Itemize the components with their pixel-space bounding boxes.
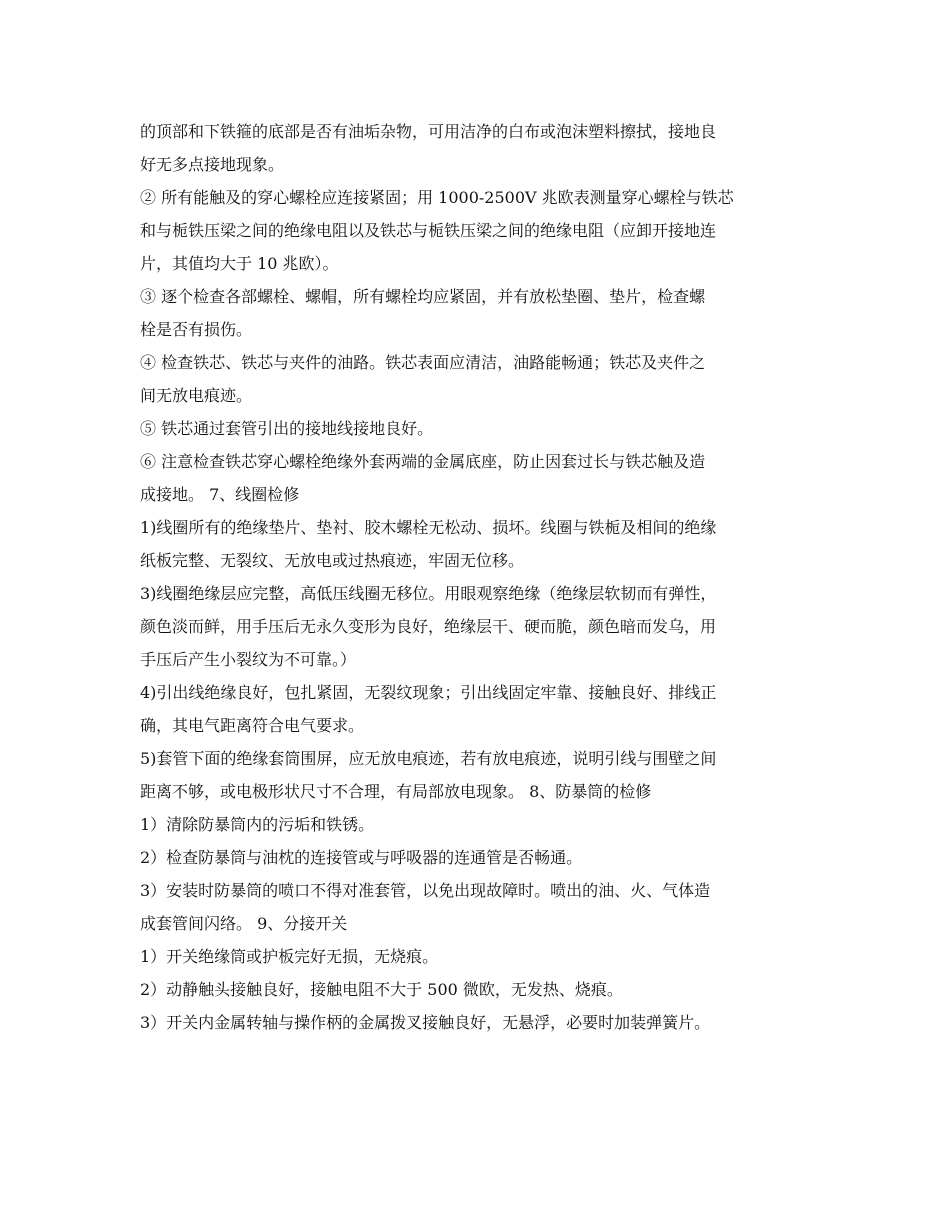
text-line: ④ 检查铁芯、铁芯与夹件的油路。铁芯表面应清洁，油路能畅通；铁芯及夹件之 <box>140 353 706 372</box>
text-line: 和与栀铁压梁之间的绝缘电阻以及铁芯与栀铁压梁之间的绝缘电阻（应卸开接地连 <box>140 221 717 240</box>
text-line: 栓是否有损伤。 <box>140 320 253 339</box>
text-line: 手压后产生小裂纹为不可靠。） <box>140 650 357 669</box>
text-line: 的顶部和下铁箍的底部是否有油垢杂物，可用洁净的白布或泡沫塑料擦拭，接地良 <box>140 122 717 141</box>
text-line: 3）安装时防暴筒的喷口不得对准套管，以免出现故障时。喷出的油、火、气体造 <box>140 881 711 900</box>
text-line: 颜色淡而鲜，用手压后无永久变形为良好，绝缘层干、硬而脆，颜色暗而发乌，用 <box>140 617 717 636</box>
text-line: ⑤ 铁芯通过套管引出的接地线接地良好。 <box>140 419 434 438</box>
text-line: ③ 逐个检查各部螺栓、螺帽，所有螺栓均应紧固，并有放松垫圈、垫片，检查螺 <box>140 287 706 306</box>
text-line: 2）检查防暴筒与油枕的连接管或与呼吸器的连通管是否畅通。 <box>140 848 583 867</box>
text-line: 成套管间闪络。 9、分接开关 <box>140 914 348 933</box>
text-line: 成接地。 7、线圈检修 <box>140 485 300 504</box>
text-line: 1)线圈所有的绝缘垫片、垫衬、胶木螺栓无松动、损坏。线圈与铁栀及相间的绝缘 <box>140 518 717 537</box>
text-line: 3）开关内金属转轴与操作柄的金属拨叉接触良好，无悬浮，必要时加装弹簧片。 <box>140 1013 711 1032</box>
text-line: 1）清除防暴筒内的污垢和铁锈。 <box>140 815 375 834</box>
text-line: 片，其值均大于 10 兆欧）。 <box>140 254 339 273</box>
text-line: 5)套管下面的绝缘套筒围屏，应无放电痕迹，若有放电痕迹，说明引线与围壁之间 <box>140 749 717 768</box>
text-line: 1）开关绝缘筒或护板完好无损，无烧痕。 <box>140 947 439 966</box>
text-line: 3)线圈绝缘层应完整，高低压线圈无移位。用眼观察绝缘（绝缘层软韧而有弹性， <box>140 584 717 603</box>
text-line: 间无放电痕迹。 <box>140 386 253 405</box>
document-body <box>140 115 820 1039</box>
text-line: 纸板完整、无裂纹、无放电或过热痕迹，牢固无位移。 <box>140 551 525 570</box>
text-line: ⑥ 注意检查铁芯穿心螺栓绝缘外套两端的金属底座，防止因套过长与铁芯触及造 <box>140 452 706 471</box>
text-line: 4)引出线绝缘良好，包扎紧固，无裂纹现象；引出线固定牢靠、接触良好、排线正 <box>140 683 717 702</box>
text-line: 好无多点接地现象。 <box>140 155 285 174</box>
text-line: ② 所有能触及的穿心螺栓应连接紧固；用 1000-2500V 兆欧表测量穿心螺栓与铁芯 <box>140 188 734 207</box>
text-line: 距离不够，或电极形状尺寸不合理，有局部放电现象。 8、防暴筒的检修 <box>140 782 652 801</box>
text-line: 确，其电气距离符合电气要求。 <box>140 716 365 735</box>
text-line: 2）动静触头接触良好，接触电阻不大于 500 微欧，无发热、烧痕。 <box>140 980 623 999</box>
